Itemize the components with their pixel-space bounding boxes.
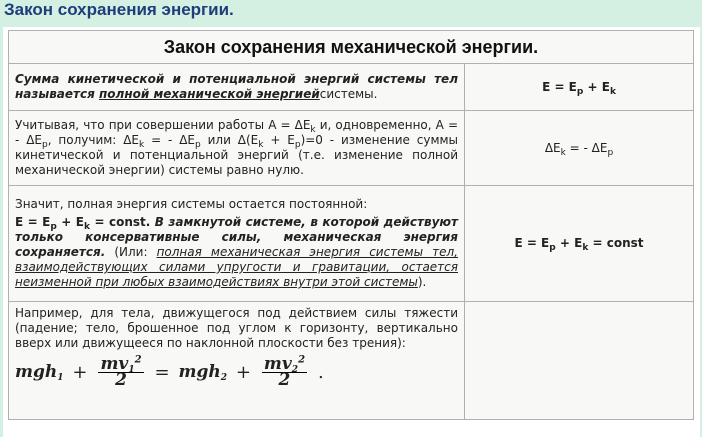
- table-row: [9, 186, 694, 302]
- example-cell: [9, 302, 465, 420]
- conservation-cell: Значит, полная энергия системы остается постоянной: $E = E_p + E_k$ = const. В замкнутой системе, в которой действуют только консервативные силы, механическая энергия сохраняется. (Или: полная механическая энергия системы тел, взаимодействующих силами упругости и гравитации, остается неизменной при любых взаимодействиях внутри этой системы).: [9, 186, 465, 302]
- energy-table: [8, 30, 694, 420]
- kinetic-fraction-1: $\frac{mv_1^2}{2}$: [100, 354, 142, 390]
- formula-const-energy: $E = E_p + E_k$ = const: [465, 186, 694, 302]
- example-text: Например, для тела, движущегося под действием силы тяжести (падение; тело, брошенное под углом к горизонту, вертикально вверх или движущееся по наклонной плоскости без трения):: [15, 306, 458, 350]
- definition-text: Сумма кинетической и потенциальной энергий системы тел называется: [15, 72, 458, 101]
- table-row: [9, 111, 694, 186]
- definition-cell: [9, 64, 465, 111]
- table-row: [9, 302, 694, 420]
- empty-cell: [465, 302, 694, 420]
- conservation-intro: Значит, полная энергия системы остается постоянной:: [15, 197, 368, 211]
- derivation-cell: Учитывая, что при совершении работы $A = \Delta E_k$ и, одновременно, A = - $\Delta E_p$, получим: $\Delta E_k$ = - $\Delta E_p$ или $\Delta(E_k + E_p)=0$ - изменение суммы кинетической и потенциальной энергий (т.е. изменение полной механической энергии) системы равно нулю.: [9, 111, 465, 186]
- formula-total-energy: $E = E_p + E_k$: [465, 64, 694, 111]
- table-header: Закон сохранения механической энергии.: [9, 31, 694, 64]
- definition-term-link[interactable]: полной механической энергией: [99, 87, 320, 101]
- content-panel: [3, 27, 700, 437]
- formula-delta-energy: $\Delta E_k$ = - $\Delta E_p$: [465, 111, 694, 186]
- kinetic-fraction-2: $\frac{mv_2^2}{2}$: [263, 354, 306, 390]
- page-title: Закон сохранения энергии.: [4, 0, 234, 19]
- table-row: [9, 64, 694, 111]
- gravity-formula: mgh$_1$ + $\frac{mv_1^2}{2}$ = mgh$_2$ + $\frac{mv_2^2}{2}$ .: [15, 354, 324, 390]
- conservation-alt-link[interactable]: полная механическая энергия системы тел, взаимодействующих силами упругости и гравитации, остается неизменной при любых взаимодействиях внутри этой системы: [15, 245, 458, 289]
- conservation-law-text: В замкнутой системе, в которой действуют только консервативные силы, механическая энергия сохраняется.: [15, 215, 459, 259]
- conservation-formula-inline: $E = E_p + E_k$ = const.: [15, 215, 151, 232]
- definition-tail: системы.: [319, 87, 378, 101]
